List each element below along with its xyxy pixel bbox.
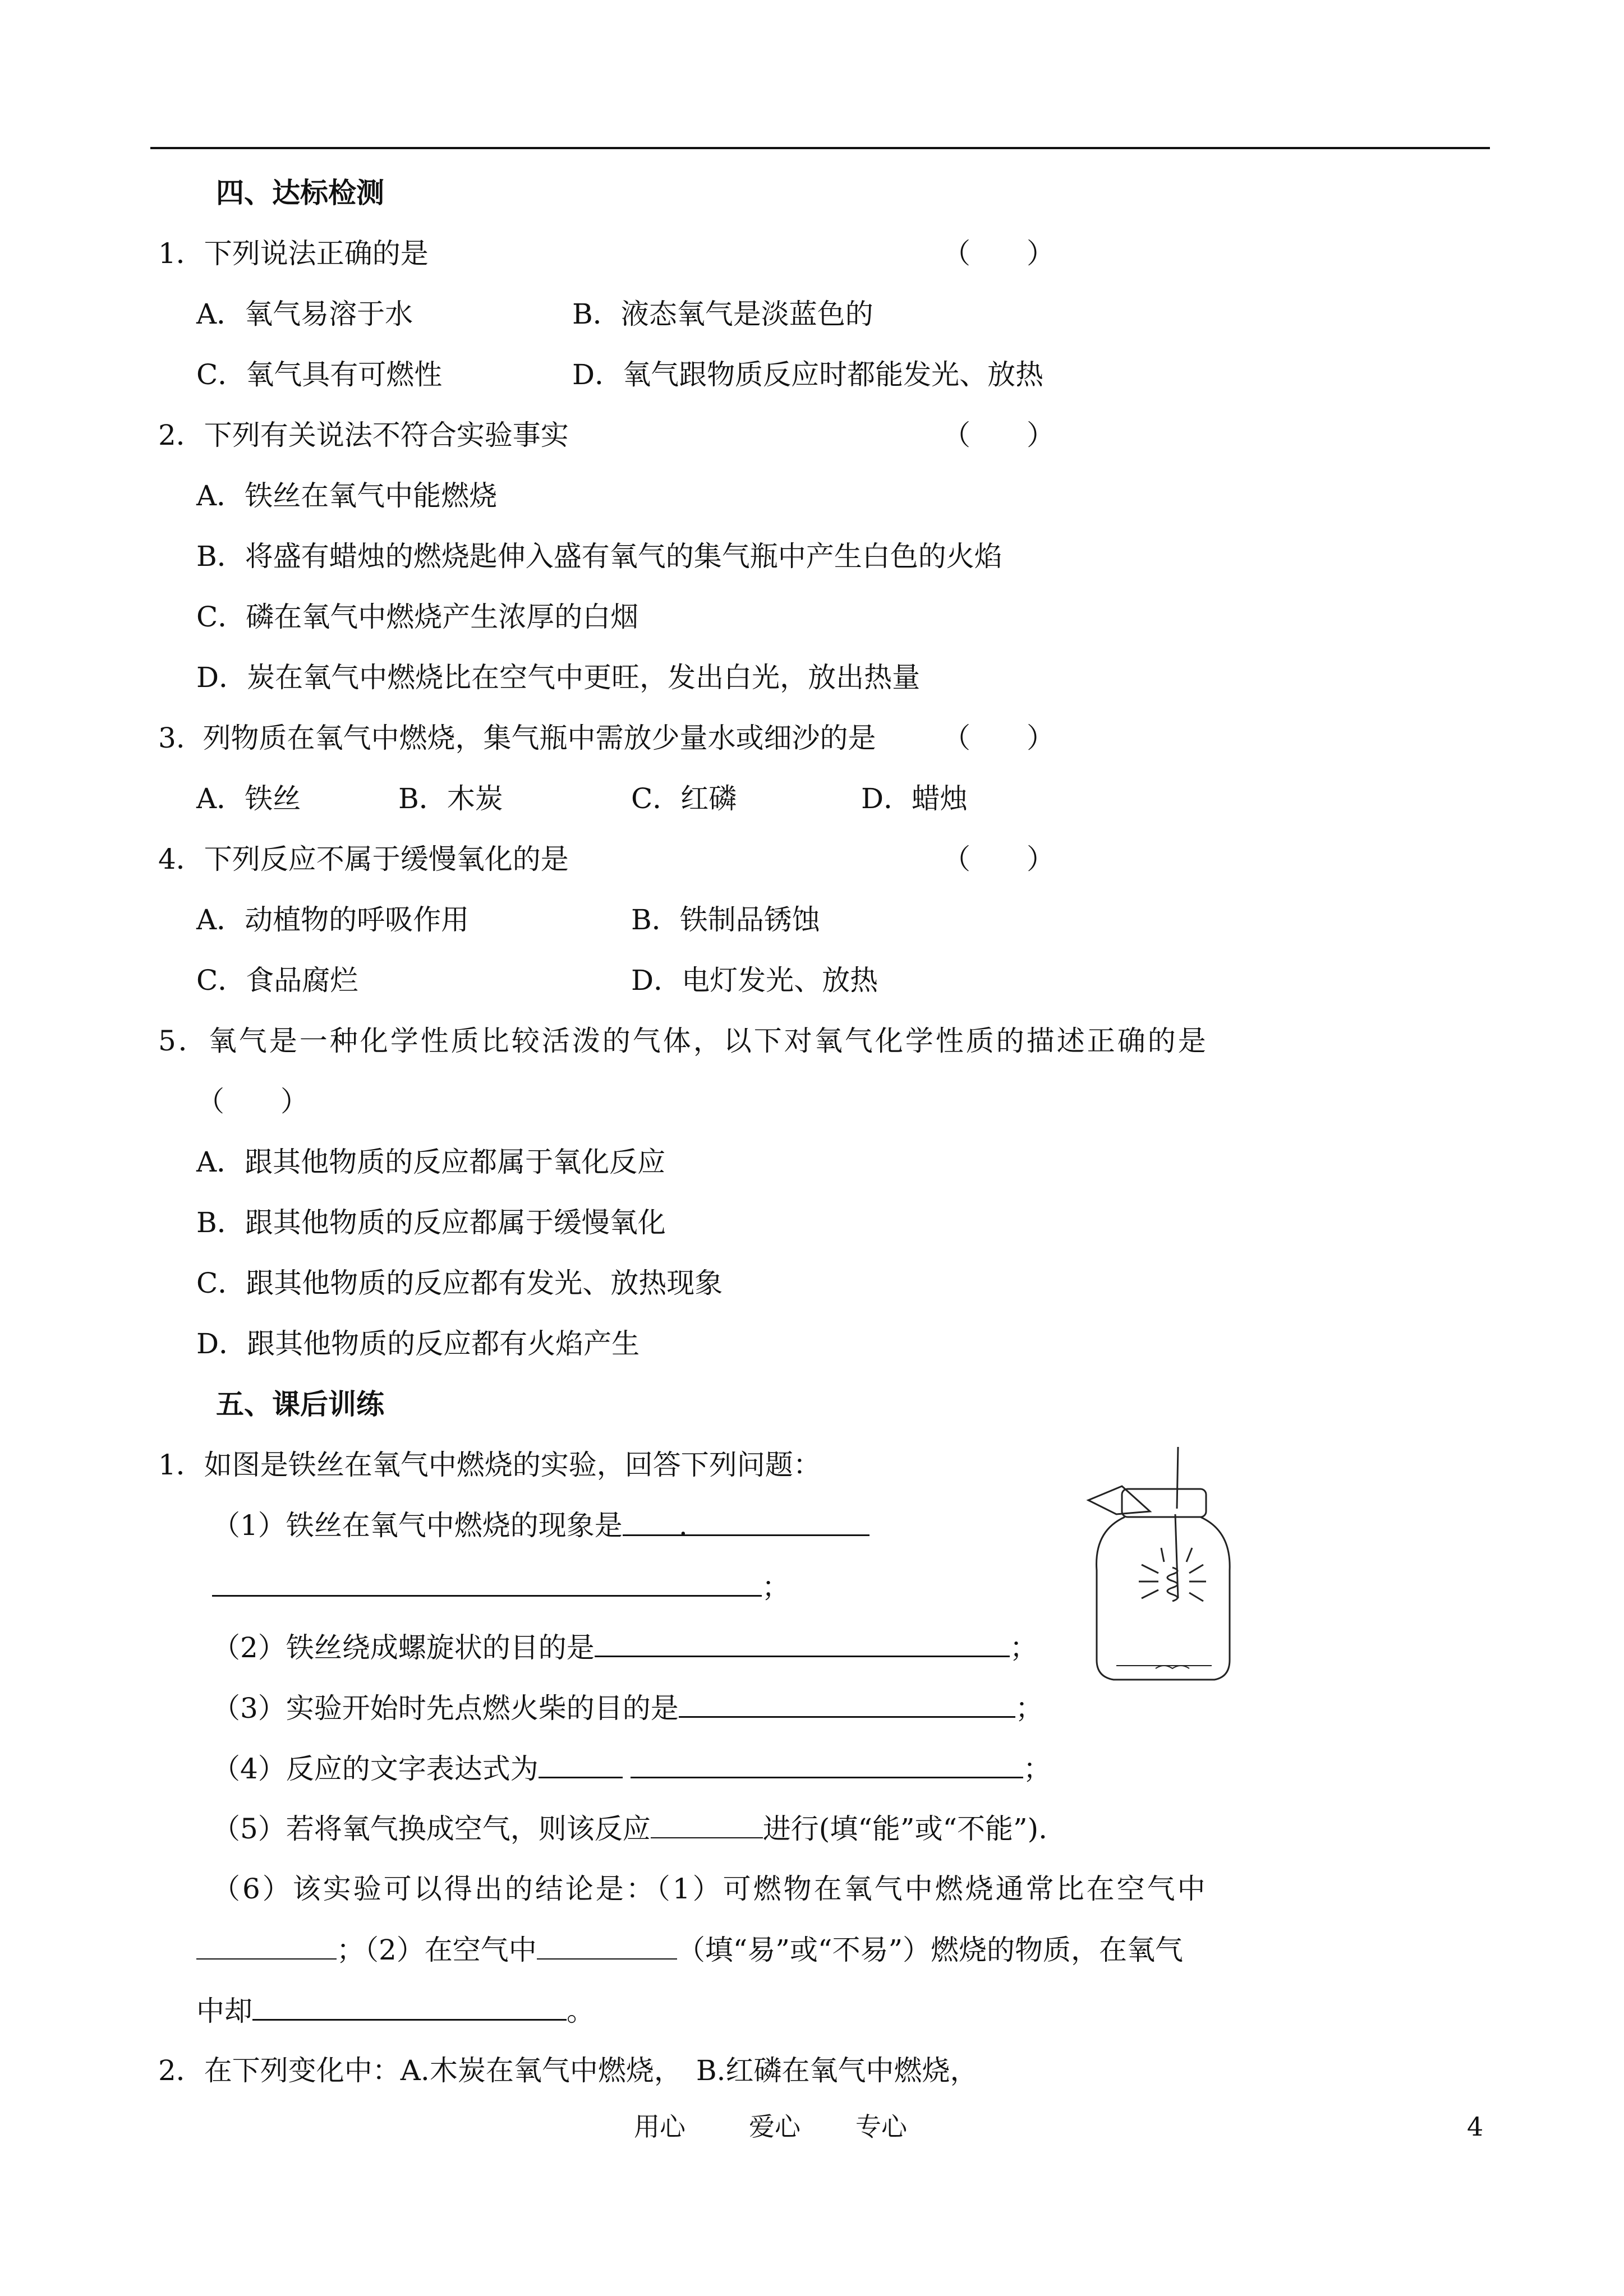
- answer-blank[interactable]: [212, 1568, 762, 1597]
- answer-blank[interactable]: [631, 1750, 1023, 1778]
- option-c: C．氧气具有可燃性: [196, 358, 443, 391]
- subquestion-1: （1）铁丝在氧气中燃烧的现象是 .: [212, 1507, 869, 1543]
- option-a: A．氧气易溶于水: [196, 298, 413, 330]
- option-b: B．铁制品锈蚀: [631, 903, 820, 936]
- section-title: 五、课后训练: [216, 1387, 384, 1421]
- answer-paren: （ ）: [942, 722, 1055, 754]
- subquestion-6-end: 中却 。: [196, 1992, 595, 2029]
- page-number: 4: [1467, 2111, 1484, 2142]
- option-a: A．动植物的呼吸作用: [196, 903, 470, 936]
- option-d: D．蜡烛: [861, 782, 968, 815]
- option-b: B．木炭: [398, 782, 503, 815]
- question-stem: 5．氧气是一种化学性质比较活泼的气体，以下对氧气化学性质的描述正确的是: [158, 1025, 1208, 1057]
- option-a: A．铁丝在氧气中能燃烧: [196, 480, 498, 512]
- answer-blank[interactable]: [651, 1810, 763, 1838]
- answer-blank[interactable]: .: [623, 1507, 869, 1536]
- answer-paren: （ ）: [942, 419, 1055, 451]
- subquestion-6-continued: ；（2）在空气中 （填“易”或“不易”）燃烧的物质，在氧气: [196, 1931, 1183, 1968]
- option-b: B．液态氧气是淡蓝色的: [572, 298, 873, 330]
- subquestion-6: （6）该实验可以得出的结论是：（1）可燃物在氧气中燃烧通常比在空气中: [212, 1873, 1208, 1905]
- option-a: A．跟其他物质的反应都属于氧化反应: [196, 1146, 666, 1178]
- subquestion-5: （5）若将氧气换成空气，则该反应 进行(填“能”或“不能”).: [212, 1810, 1047, 1847]
- header-rule: [150, 147, 1490, 149]
- subquestion-2: （2）铁丝绕成螺旋状的目的是 ；: [212, 1629, 1038, 1666]
- footer-motto-2: 爱心: [749, 2111, 801, 2142]
- question-stem: 1．如图是铁丝在氧气中燃烧的实验，回答下列问题：: [158, 1449, 821, 1481]
- option-d: D．炭在氧气中燃烧比在空气中更旺，发出白光，放出热量: [196, 661, 921, 694]
- answer-blank[interactable]: [537, 1931, 677, 1960]
- question-stem: 1．下列说法正确的是: [158, 237, 429, 270]
- question-stem: 2．下列有关说法不符合实验事实: [158, 419, 569, 451]
- option-c: C．跟其他物质的反应都有发光、放热现象: [196, 1267, 723, 1299]
- question-stem: 4．下列反应不属于缓慢氧化的是: [158, 843, 569, 875]
- answer-blank[interactable]: [539, 1750, 623, 1778]
- footer-motto-3: 专心: [855, 2111, 907, 2142]
- option-c: C．红磷: [631, 782, 737, 815]
- answer-blank[interactable]: [679, 1689, 1015, 1718]
- option-d: D．氧气跟物质反应时都能发光、放热: [572, 358, 1044, 391]
- subquestion-1-continued: ；: [212, 1568, 790, 1605]
- subquestion-4: （4）反应的文字表达式为 ；: [212, 1750, 1051, 1787]
- footer-motto-1: 用心: [634, 2111, 686, 2142]
- option-d: D．跟其他物质的反应都有火焰产生: [196, 1327, 640, 1360]
- option-a: A．铁丝: [196, 782, 301, 815]
- answer-blank[interactable]: [595, 1629, 1010, 1657]
- option-b: B．跟其他物质的反应都属于缓慢氧化: [196, 1206, 666, 1239]
- gas-bottle-illustration: [1083, 1447, 1234, 1688]
- question-stem: 2．在下列变化中：A.木炭在氧气中燃烧， B.红磷在氧气中燃烧，: [158, 2054, 978, 2087]
- answer-paren: （ ）: [196, 1085, 309, 1118]
- answer-blank[interactable]: [196, 1931, 337, 1960]
- subquestion-3: （3）实验开始时先点燃火柴的目的是 ；: [212, 1689, 1043, 1726]
- question-stem: 3. 列物质在氧气中燃烧，集气瓶中需放少量水或细沙的是: [158, 722, 876, 754]
- option-d: D．电灯发光、放热: [631, 964, 878, 997]
- answer-paren: （ ）: [942, 237, 1055, 270]
- section-title: 四、达标检测: [216, 176, 384, 209]
- answer-blank[interactable]: [252, 1992, 567, 2021]
- option-c: C．磷在氧气中燃烧产生浓厚的白烟: [196, 601, 639, 633]
- option-c: C．食品腐烂: [196, 964, 358, 997]
- answer-paren: （ ）: [942, 843, 1055, 875]
- option-b: B．将盛有蜡烛的燃烧匙伸入盛有氧气的集气瓶中产生白色的火焰: [196, 540, 1002, 573]
